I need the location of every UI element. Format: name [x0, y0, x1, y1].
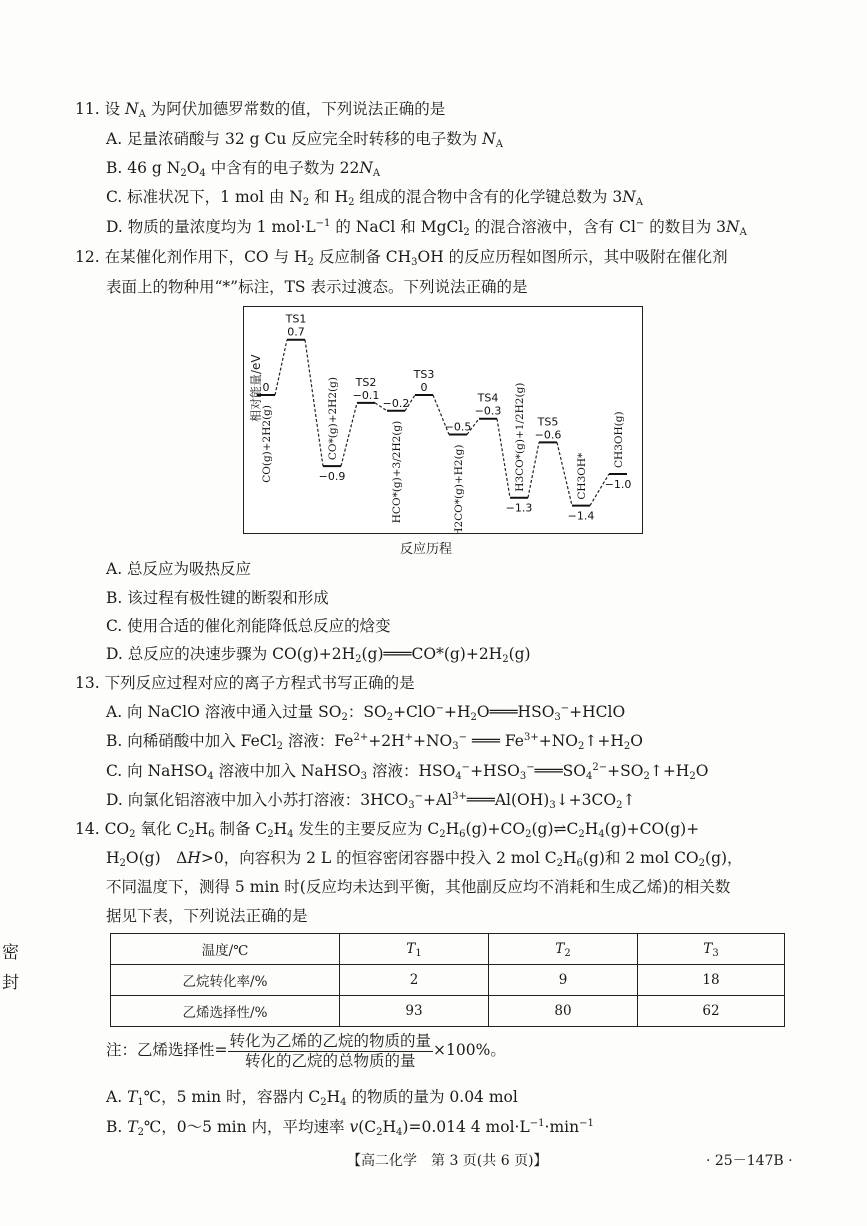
diagram-caption: 反应历程	[400, 542, 453, 557]
note-suffix: ×100%。	[433, 1041, 506, 1059]
species-label: CH3OH*	[576, 452, 588, 500]
q12-stem-line2: 表面上的物种用“*”标注，TS 表示过渡态。下列说法正确的是	[106, 278, 528, 296]
q13-stem: 13. 下列反应过程对应的离子方程式书写正确的是	[75, 674, 415, 692]
table-cell: 9	[489, 965, 638, 996]
species-label: CO(g)+2H2(g)	[261, 405, 273, 483]
q11-option-a: A. 足量浓硝酸与 32 g Cu 反应完全时转移的电子数为 $N_A$	[106, 130, 503, 150]
q14-stem-line2: $H_2O(g)$ ΔH>0，向容积为 2 L 的恒容密闭容器中投入 2 mol $C_2H_6(g)$和 2 mol $CO_2(g)$，	[106, 849, 743, 869]
q11-stem: 11. 设 $N_A$ 为阿伏加德罗常数的值，下列说法正确的是	[75, 100, 446, 120]
transition-state-label: TS1	[285, 312, 307, 326]
margin-mark-feng: 封	[2, 973, 19, 993]
table-cell: 62	[638, 996, 785, 1027]
q14-data-table	[110, 933, 785, 1027]
species-label: H2CO*(g)+H2(g)	[453, 444, 465, 533]
note-fraction	[228, 1032, 434, 1071]
q12-option-d: D. 总反应的决速步骤为 $CO(g)+2H_2(g)═══CO*(g)+2H_2(g)$	[106, 645, 531, 665]
table-row	[111, 996, 785, 1027]
note-numerator: 转化为乙烯的乙烷的物质的量	[229, 1031, 432, 1050]
energy-value-label: −1.3	[505, 501, 533, 515]
energy-value-label: −0.2	[382, 396, 410, 410]
q12-option-c: C. 使用合适的催化剂能降低总反应的焓变	[106, 617, 391, 635]
species-label: HCO*(g)+3/2H2(g)	[391, 420, 403, 524]
connector-line	[275, 340, 287, 395]
energy-value-label: −0.6	[534, 428, 562, 442]
q13-option-a: A. 向 NaClO 溶液中通入过量 $SO_2$：$SO_2+ClO^-+H_2O═══HSO_3^-+HClO$	[106, 703, 626, 723]
energy-value-label: 0	[262, 381, 270, 394]
species-label: CH3OH(g)	[613, 411, 625, 468]
q13-option-d: D. 向氯化铝溶液中加入小苏打溶液：$3HCO_3^-+Al^{3+}═══Al(OH)_3↓+3CO_2↑$	[106, 791, 636, 811]
table-cell: 18	[638, 965, 785, 996]
table-cell: 2	[340, 965, 489, 996]
transition-state-label: TS4	[477, 391, 499, 405]
energy-value-label: −1.4	[567, 509, 595, 523]
connector-line	[528, 442, 539, 497]
q14-stem-line4: 据见下表，下列说法正确的是	[106, 907, 308, 925]
table-header-row	[111, 934, 785, 965]
connector-line	[557, 442, 572, 505]
q12-stem-line1: 12. 在某催化剂作用下，CO 与 $H_2$ 反应制备 $CH_3OH$ 的反应历程如图所示，其中吸附在催化剂	[75, 248, 728, 268]
table-cell: 乙烯选择性/%	[111, 996, 340, 1027]
species-label: CO*(g)+2H2(g)	[327, 377, 339, 461]
energy-value-label: 0	[420, 381, 428, 394]
q14-selectivity-note	[106, 1030, 506, 1071]
species-label: H3CO*(g)+1/2H2(g)	[514, 382, 526, 492]
q12-option-b: B. 该过程有极性键的断裂和形成	[106, 589, 329, 607]
connector-line	[497, 419, 510, 498]
footer-code: · 25－147B ·	[706, 1153, 793, 1169]
footer-page-info: 【高二化学 第 3 页(共 6 页)】	[347, 1153, 548, 1169]
q14-option-a: A. $T_1℃$，5 min 时，容器内 $C_2H_4$ 的物质的量为 0.04 mol	[106, 1088, 518, 1108]
transition-state-label: TS2	[355, 375, 377, 389]
y-axis-label: 相对能量/eV	[249, 354, 263, 422]
table-cell: 乙烷转化率/%	[111, 965, 340, 996]
energy-profile-diagram	[243, 306, 643, 534]
q11-option-b: B. 46 g $N_2O_4$ 中含有的电子数为 $22N_A$	[106, 159, 381, 179]
energy-value-label: 0.7	[287, 325, 305, 339]
table-cell: 80	[489, 996, 638, 1027]
q14-option-b: B. $T_2℃$，0～5 min 内，平均速率 $v(C_2H_4)=0.014$ 4 $mol\cdot L^{-1}\cdot\min^{-1}$	[106, 1118, 594, 1138]
q13-option-b: B. 向稀硝酸中加入 FeCl$_2$ 溶液：$Fe^{2+}+2H^++NO_3^-$ ═══ $Fe^{3+}+NO_2↑+H_2O$	[106, 732, 643, 752]
table-header-cell: $T_2$	[489, 934, 638, 965]
q14-stem-line1: 14. $CO_2$ 氧化 $C_2H_6$ 制备 $C_2H_4$ 发生的主要反应为 $C_2H_6(g)+CO_2(g)\rightleftharpoons C_2H_4(g)+CO(g)+$	[75, 820, 700, 840]
margin-mark-mi: 密	[2, 943, 19, 963]
energy-value-label: −1.0	[604, 478, 632, 491]
energy-value-label: −0.9	[318, 470, 346, 484]
note-denominator: 转化的乙烷的总物质的量	[245, 1051, 416, 1070]
table-row	[111, 965, 785, 996]
table-header-cell: $T_3$	[638, 934, 785, 965]
connector-line	[341, 403, 357, 466]
q14-stem-line3: 不同温度下，测得 5 min 时(反应均未达到平衡，其他副反应均不消耗和生成乙烯)的相关数	[106, 878, 731, 896]
note-prefix: 注：乙烯选择性=	[106, 1041, 228, 1059]
transition-state-label: TS5	[537, 415, 559, 429]
energy-value-label: −0.5	[444, 420, 472, 434]
q11-option-d: D. 物质的量浓度均为 1 $mol\cdot L^{-1}$ 的 NaCl 和 MgCl$_2$ 的混合溶液中，含有 Cl− 的数目为 $3N_A$	[106, 218, 747, 238]
q13-option-c: C. 向 NaHSO$_4$ 溶液中加入 NaHSO$_3$ 溶液：$HSO_4^-+HSO_3^-═══SO_4^{2-}+SO_2↑+H_2O$	[106, 762, 709, 782]
energy-value-label: −0.1	[352, 388, 380, 402]
connector-line	[305, 340, 323, 466]
q11-option-c: C. 标准状况下，1 mol 由 $N_2$ 和 $H_2$ 组成的混合物中含有的化学键总数为 $3N_A$	[106, 188, 643, 208]
table-header-cell: $T_1$	[340, 934, 489, 965]
table-cell: 93	[340, 996, 489, 1027]
energy-profile-svg	[244, 307, 642, 533]
q12-option-a: A. 总反应为吸热反应	[106, 560, 252, 578]
transition-state-label: TS3	[413, 368, 435, 381]
table-header-cell: 温度/℃	[111, 934, 340, 965]
energy-value-label: −0.3	[474, 404, 502, 418]
